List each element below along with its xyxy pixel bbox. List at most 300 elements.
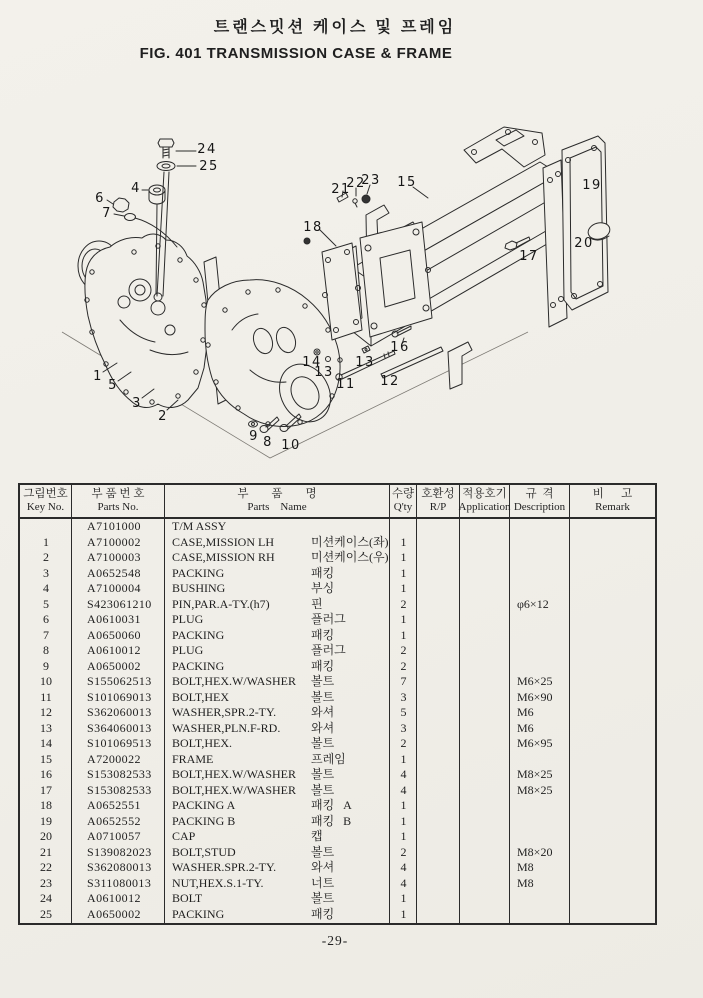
cell-parts-no: A7101000 [87, 519, 141, 533]
cell-application [460, 659, 510, 675]
table-row [20, 907, 655, 923]
cell-rp [417, 736, 460, 752]
part-name-en: PLUG [172, 612, 204, 626]
part-name-ko: 미션케이스(우) [311, 550, 389, 564]
part-name-ko: 핀 [311, 596, 323, 611]
column-divider [509, 519, 510, 923]
part-name-en: BOLT,STUD [172, 844, 236, 859]
cell-parts-name [165, 566, 390, 582]
cell-rp [417, 597, 460, 613]
part-name-en: BOLT,HEX.W/WASHER [172, 782, 296, 797]
cell-key-no: 15 [40, 751, 52, 766]
cell-parts-no: A0610012 [87, 891, 141, 905]
cell-key-no: 20 [40, 829, 52, 843]
cell-remark [570, 690, 655, 706]
part-name-en: FRAME [172, 751, 214, 766]
cell-parts-name [165, 814, 390, 830]
cell-parts-no: S101069013 [87, 689, 152, 704]
cell-rp [417, 705, 460, 721]
cell-application [460, 628, 510, 644]
cell-parts-no: A7100002 [87, 534, 141, 549]
table-row [20, 798, 655, 814]
cell-description [510, 829, 570, 845]
part-name-en: CASE,MISSION LH [172, 534, 275, 549]
cell-parts-name [165, 519, 390, 535]
part-name-ko: 플러그 [311, 612, 346, 626]
part-name-en: PACKING [172, 658, 225, 673]
cell-remark [570, 860, 655, 876]
cell-parts-name [165, 798, 390, 814]
cell-qty: 1 [400, 829, 407, 843]
cell-application [460, 783, 510, 799]
part-name-ko: 캡 [311, 829, 323, 843]
table-row [20, 643, 655, 659]
part-name-ko: 볼트 [311, 891, 335, 905]
cell-parts-name [165, 891, 390, 907]
table-row [20, 674, 655, 690]
part-name-en: BOLT,HEX [172, 689, 229, 704]
cell-qty: 2 [400, 736, 407, 750]
callout-10: 10 [281, 438, 301, 453]
cell-remark [570, 845, 655, 861]
cell-qty: 7 [400, 674, 407, 688]
callout-2: 2 [158, 409, 168, 424]
table-row [20, 783, 655, 799]
callout-4: 4 [131, 181, 141, 196]
table-row [20, 535, 655, 551]
cell-application [460, 705, 510, 721]
cell-remark [570, 705, 655, 721]
cell-application [460, 535, 510, 551]
cell-rp [417, 566, 460, 582]
table-row [20, 705, 655, 721]
cell-remark [570, 643, 655, 659]
cell-parts-no: S311080013 [87, 875, 152, 890]
column-divider [569, 519, 570, 923]
cell-key-no: 4 [43, 581, 49, 595]
table-row [20, 550, 655, 566]
cell-description [510, 659, 570, 675]
cell-description [510, 628, 570, 644]
cell-application [460, 736, 510, 752]
cell-application [460, 860, 510, 876]
cell-qty: 3 [400, 689, 407, 704]
cell-key-no: 12 [40, 705, 52, 719]
cell-remark [570, 674, 655, 690]
cell-parts-name [165, 767, 390, 783]
part-name-en: PLUG [172, 643, 204, 657]
part-name-ko: 패킹 [311, 906, 335, 921]
table-row [20, 628, 655, 644]
cell-qty: 4 [400, 767, 407, 781]
part-name-en: PACKING [172, 627, 225, 642]
cell-qty: 5 [400, 705, 407, 719]
cell-remark [570, 659, 655, 675]
cell-description: M8 [517, 860, 534, 874]
cell-rp [417, 690, 460, 706]
table-row [20, 767, 655, 783]
cell-qty: 4 [400, 875, 407, 890]
cell-key-no: 18 [40, 798, 52, 812]
cell-parts-name [165, 829, 390, 845]
cell-description [510, 535, 570, 551]
cell-application [460, 767, 510, 783]
cell-description [510, 752, 570, 768]
part-name-en: BOLT,HEX.W/WASHER [172, 674, 296, 688]
cell-remark [570, 798, 655, 814]
cell-parts-name [165, 597, 390, 613]
part-name-ko: 볼트 [311, 674, 335, 688]
table-row [20, 829, 655, 845]
cell-rp [417, 907, 460, 923]
header-remark: 비 고 Remark [592, 487, 633, 514]
cell-remark [570, 907, 655, 923]
cell-parts-name [165, 752, 390, 768]
callout-23: 23 [361, 173, 381, 188]
cell-application [460, 845, 510, 861]
callout-9: 9 [249, 429, 259, 444]
cell-remark [570, 550, 655, 566]
callout-5: 5 [108, 378, 118, 393]
callout-13: 13 [314, 365, 334, 380]
part-name-en: PACKING [172, 906, 225, 921]
part-name-ko: 플러그 [311, 643, 346, 657]
cell-description [510, 814, 570, 830]
part-name-en: WASHER,PLN.F-RD. [172, 720, 281, 735]
cell-rp [417, 581, 460, 597]
part-name-en: BUSHING [172, 581, 226, 595]
part-name-ko: 너트 [311, 875, 335, 890]
table-row [20, 519, 655, 535]
cell-remark [570, 566, 655, 582]
callout-15: 15 [397, 175, 417, 190]
cell-application [460, 876, 510, 892]
cell-remark [570, 767, 655, 783]
table-row [20, 597, 655, 613]
cell-rp [417, 612, 460, 628]
cell-parts-no: S362080013 [87, 860, 152, 874]
cell-parts-no: S153082533 [87, 767, 152, 781]
cell-parts-no: S139082023 [87, 844, 152, 859]
cell-parts-no: A0650002 [87, 658, 141, 673]
cell-description [510, 643, 570, 659]
cell-qty: 1 [400, 581, 407, 595]
cell-key-no [20, 519, 72, 535]
cell-application [460, 891, 510, 907]
cell-qty: 1 [400, 565, 407, 580]
cell-rp [417, 860, 460, 876]
callout-1: 1 [93, 369, 103, 384]
cell-parts-name [165, 581, 390, 597]
table-row [20, 566, 655, 582]
cell-remark [570, 612, 655, 628]
callout-22: 22 [346, 176, 366, 191]
cell-parts-name [165, 643, 390, 659]
cell-parts-no: S101069513 [87, 736, 152, 750]
header-key-no: 그림번호 Key No. [20, 485, 72, 517]
table-row [20, 860, 655, 876]
cell-parts-no: A7100003 [87, 550, 141, 564]
cell-application [460, 798, 510, 814]
table-row [20, 721, 655, 737]
cell-key-no: 2 [43, 550, 49, 564]
cell-rp [417, 643, 460, 659]
table-row [20, 876, 655, 892]
cell-remark [570, 891, 655, 907]
parts-table-body [20, 519, 655, 923]
cell-remark [570, 581, 655, 597]
cell-description: M6 [517, 705, 534, 719]
cell-parts-no: A0710057 [87, 829, 141, 843]
cell-description [510, 550, 570, 566]
cell-description [510, 798, 570, 814]
cell-qty: 1 [400, 891, 407, 905]
part-name-en: PACKING A [172, 798, 236, 812]
cell-application [460, 566, 510, 582]
cell-parts-no: A0650002 [87, 906, 141, 921]
cell-key-no: 19 [40, 813, 52, 828]
cell-qty [390, 519, 417, 535]
cell-application [460, 550, 510, 566]
cell-qty: 1 [400, 534, 407, 549]
cell-qty: 3 [400, 720, 407, 735]
callout-3: 3 [132, 396, 142, 411]
part-name-ko: 프레임 [311, 751, 346, 766]
column-divider [459, 519, 460, 923]
cell-application [460, 519, 510, 535]
callout-18: 18 [303, 220, 323, 235]
part-name-ko: 패킹 B [311, 813, 352, 828]
part-name-en: WASHER.SPR.2-TY. [172, 860, 277, 874]
part-name-ko: 와셔 [311, 720, 335, 735]
part-name-ko: 볼트 [311, 736, 335, 750]
cell-parts-name [165, 690, 390, 706]
cell-rp [417, 767, 460, 783]
cell-key-no: 1 [43, 534, 49, 549]
cell-key-no: 11 [40, 689, 52, 704]
cell-application [460, 674, 510, 690]
table-row [20, 891, 655, 907]
table-row [20, 752, 655, 768]
cell-key-no: 14 [40, 736, 52, 750]
cell-remark [570, 783, 655, 799]
cell-description [510, 581, 570, 597]
cell-key-no: 16 [40, 767, 52, 781]
cell-qty: 4 [400, 782, 407, 797]
cell-parts-name [165, 659, 390, 675]
callout-24: 24 [197, 142, 217, 157]
cell-parts-no: S362060013 [87, 705, 152, 719]
cell-parts-name [165, 535, 390, 551]
cell-parts-name [165, 907, 390, 923]
cell-qty: 1 [400, 612, 407, 626]
cell-parts-no: S155062513 [87, 674, 152, 688]
cell-rp [417, 891, 460, 907]
part-name-ko: 패킹 [311, 627, 335, 642]
parts-table-header [20, 485, 655, 519]
cell-description [510, 907, 570, 923]
page-title-english: FIG. 401 TRANSMISSION CASE & FRAME [139, 45, 453, 62]
callout-14: 14 [302, 355, 322, 370]
cell-description [510, 519, 570, 535]
cell-rp [417, 845, 460, 861]
cell-remark [570, 721, 655, 737]
table-row [20, 736, 655, 752]
part-name-en: PACKING B [172, 813, 236, 828]
parts-diagram [0, 90, 703, 475]
header-application: 적용호기 Application [460, 485, 510, 517]
cell-qty: 1 [400, 813, 407, 828]
cell-remark [570, 736, 655, 752]
cell-description [510, 612, 570, 628]
cell-parts-name [165, 876, 390, 892]
cell-qty: 2 [400, 596, 407, 611]
cell-application [460, 690, 510, 706]
callout-6: 6 [95, 191, 105, 206]
cell-qty: 1 [400, 751, 407, 766]
cell-key-no: 7 [43, 627, 49, 642]
cell-remark [570, 814, 655, 830]
part-name-ko: 와셔 [311, 860, 335, 874]
cell-description: φ6×12 [517, 596, 549, 611]
part-name-en: PACKING [172, 565, 225, 580]
cell-key-no: 25 [40, 906, 52, 921]
cell-rp [417, 628, 460, 644]
callout-17: 17 [519, 249, 539, 264]
callout-8: 8 [263, 435, 273, 450]
header-parts-no: 부 품 번 호 Parts No. [72, 485, 165, 517]
cell-application [460, 581, 510, 597]
table-row [20, 690, 655, 706]
cell-rp [417, 752, 460, 768]
cell-application [460, 814, 510, 830]
cell-key-no: 3 [43, 565, 49, 580]
part-name-en: BOLT,HEX. [172, 736, 232, 750]
callout-20: 20 [574, 236, 594, 251]
cell-key-no: 13 [40, 720, 52, 735]
cell-key-no: 21 [40, 844, 52, 859]
cell-key-no: 6 [43, 612, 49, 626]
cell-parts-name [165, 783, 390, 799]
part-name-ko: 패킹 [311, 658, 335, 673]
cell-description: M8 [517, 875, 534, 890]
cell-rp [417, 783, 460, 799]
part-name-en: BOLT,HEX.W/WASHER [172, 767, 296, 781]
transmission-case-drawing [78, 234, 342, 431]
cell-parts-no: A0610012 [87, 643, 141, 657]
cell-qty: 1 [400, 798, 407, 812]
cell-parts-name [165, 674, 390, 690]
part-name-en: BOLT [172, 891, 203, 905]
cell-application [460, 752, 510, 768]
cell-rp [417, 659, 460, 675]
cell-qty: 2 [400, 844, 407, 859]
cell-key-no: 5 [43, 596, 49, 611]
cell-rp [417, 829, 460, 845]
cell-remark [570, 597, 655, 613]
cell-qty: 4 [400, 860, 407, 874]
cell-description [510, 891, 570, 907]
cell-parts-name [165, 736, 390, 752]
cell-parts-no: S153082533 [87, 782, 152, 797]
callout-25: 25 [199, 159, 219, 174]
cell-application [460, 829, 510, 845]
cell-remark [570, 752, 655, 768]
header-description: 규 격 Description [510, 485, 570, 517]
cell-key-no: 17 [40, 782, 52, 797]
header-qty: 수량 Q'ty [390, 485, 417, 517]
callout-7: 7 [102, 206, 112, 221]
header-parts-name: 부 품 명 Parts Name [165, 485, 390, 517]
cell-rp [417, 814, 460, 830]
cell-key-no: 23 [40, 875, 52, 890]
callout-21: 21 [331, 182, 351, 197]
cell-qty: 1 [400, 627, 407, 642]
cell-rp [417, 550, 460, 566]
table-row [20, 845, 655, 861]
cell-rp [417, 535, 460, 551]
cell-parts-no: S423061210 [87, 596, 152, 611]
cell-qty: 2 [400, 658, 407, 673]
cell-remark [570, 535, 655, 551]
cell-parts-name [165, 550, 390, 566]
cell-qty: 2 [400, 643, 407, 657]
header-rp: 호환성 R/P [417, 485, 460, 517]
cell-key-no: 9 [43, 658, 49, 673]
cell-application [460, 721, 510, 737]
part-name-ko: 볼트 [311, 767, 335, 781]
cell-application [460, 612, 510, 628]
callout-16: 16 [390, 340, 410, 355]
cell-key-no: 10 [40, 674, 52, 688]
cell-description: M8×25 [517, 767, 553, 781]
cell-remark [570, 829, 655, 845]
cell-rp [417, 721, 460, 737]
cell-parts-name [165, 860, 390, 876]
cell-remark [570, 628, 655, 644]
cell-parts-name [165, 705, 390, 721]
cell-key-no: 22 [40, 860, 52, 874]
column-divider [71, 519, 72, 923]
part-name-en: CAP [172, 829, 196, 843]
cell-rp [417, 519, 460, 535]
part-name-ko: 미션케이스(좌) [311, 534, 389, 549]
cell-description [510, 566, 570, 582]
cell-parts-name [165, 628, 390, 644]
cell-description: M6×25 [517, 674, 553, 688]
cell-rp [417, 876, 460, 892]
part-name-ko: 볼트 [311, 844, 335, 859]
callout-12: 12 [380, 374, 400, 389]
cell-parts-no: A7200022 [87, 751, 141, 766]
part-name-ko: 패킹 [311, 565, 335, 580]
part-name-en: NUT,HEX.S.1-TY. [172, 875, 264, 890]
cell-application [460, 907, 510, 923]
part-name-ko: 볼트 [311, 782, 335, 797]
cell-parts-no: A7100004 [87, 581, 141, 595]
part-name-ko: 와셔 [311, 705, 335, 719]
page-number: -29- [321, 933, 349, 948]
table-row [20, 814, 655, 830]
cell-application [460, 597, 510, 613]
cell-application [460, 643, 510, 659]
cell-remark [570, 876, 655, 892]
cell-parts-name [165, 721, 390, 737]
cell-description: M8×20 [517, 844, 553, 859]
cell-parts-no: A0652551 [87, 798, 141, 812]
cell-parts-name [165, 845, 390, 861]
cell-rp [417, 674, 460, 690]
